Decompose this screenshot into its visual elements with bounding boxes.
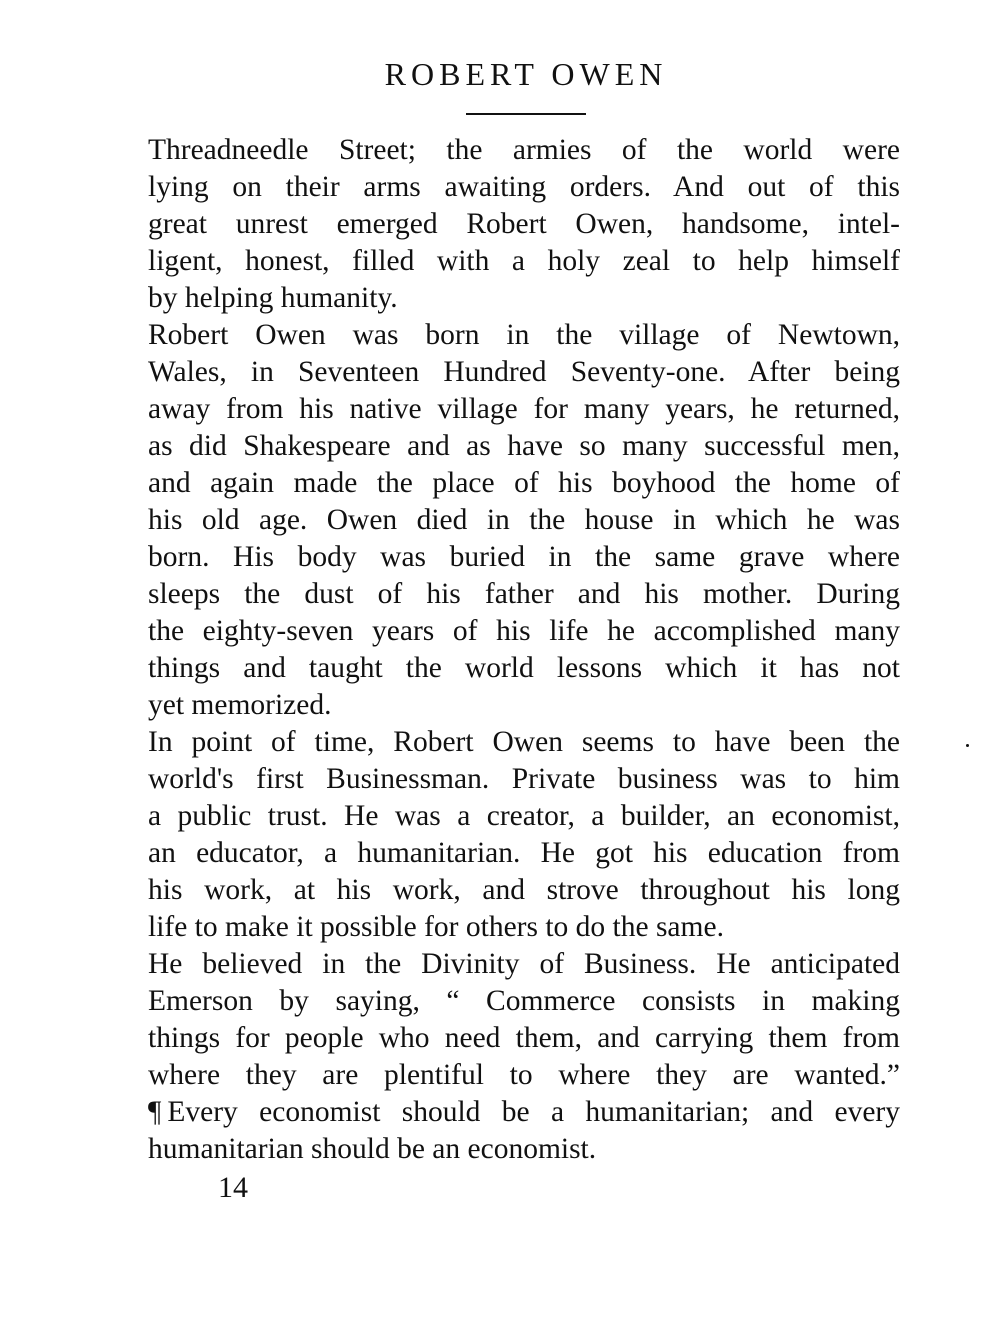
text-line: things and taught the world lessons which it has not bbox=[148, 652, 900, 684]
text-line: his work, at his work, and strove throughout his long bbox=[148, 874, 900, 906]
text-line: the eighty-seven years of his life he accomplished many bbox=[148, 615, 900, 647]
text-line: He believed in the Divinity of Business. He anticipated bbox=[148, 948, 900, 980]
text-line: sleeps the dust of his father and his mother. During bbox=[148, 578, 900, 610]
text-line: Emerson by saying, “ Commerce consists in making bbox=[148, 985, 900, 1017]
text-line: world's first Businessman. Private business was to him bbox=[148, 763, 900, 795]
text-line: where they are plentiful to where they are wanted.” bbox=[148, 1059, 900, 1091]
text-line: things for people who need them, and carrying them from bbox=[148, 1022, 900, 1054]
running-head: ROBERT OWEN bbox=[384, 56, 668, 92]
text-line: Wales, in Seventeen Hundred Seventy-one. After being bbox=[148, 356, 900, 388]
text-line: and again made the place of his boyhood the home of bbox=[148, 467, 900, 499]
stray-mark bbox=[966, 744, 969, 747]
page-number: 14 bbox=[218, 1171, 248, 1204]
text-line: Threadneedle Street; the armies of the world were bbox=[148, 134, 900, 166]
pilcrow-line bbox=[148, 1094, 900, 1131]
text-line: great unrest emerged Robert Owen, handsome, intel- bbox=[148, 208, 900, 240]
text-line: born. His body was buried in the same grave where bbox=[148, 541, 900, 573]
text-line: by helping humanity. bbox=[148, 282, 398, 314]
text-line: In point of time, Robert Owen seems to have been the bbox=[148, 726, 900, 758]
text-line: a public trust. He was a creator, a builder, an economist, bbox=[148, 800, 900, 832]
text-line: an educator, a humanitarian. He got his education from bbox=[148, 837, 900, 869]
text-line: life to make it possible for others to do the same. bbox=[148, 911, 724, 943]
text-line: as did Shakespeare and as have so many successful men, bbox=[148, 430, 900, 462]
text-line: his old age. Owen died in the house in which he was bbox=[148, 504, 900, 536]
text-line: Every economist should be a humanitarian; and every bbox=[167, 1096, 900, 1128]
text-line: lying on their arms awaiting orders. And out of this bbox=[148, 171, 900, 203]
header-rule bbox=[466, 113, 586, 115]
text-line: yet memorized. bbox=[148, 689, 332, 721]
pilcrow-icon: ¶ bbox=[148, 1096, 162, 1128]
text-block bbox=[148, 132, 900, 1168]
text-line: ligent, honest, filled with a holy zeal to help himself bbox=[148, 245, 900, 277]
text-line: Robert Owen was born in the village of Newtown, bbox=[148, 319, 900, 351]
text-line: away from his native village for many years, he returned, bbox=[148, 393, 900, 425]
text-line: humanitarian should be an economist. bbox=[148, 1133, 597, 1165]
